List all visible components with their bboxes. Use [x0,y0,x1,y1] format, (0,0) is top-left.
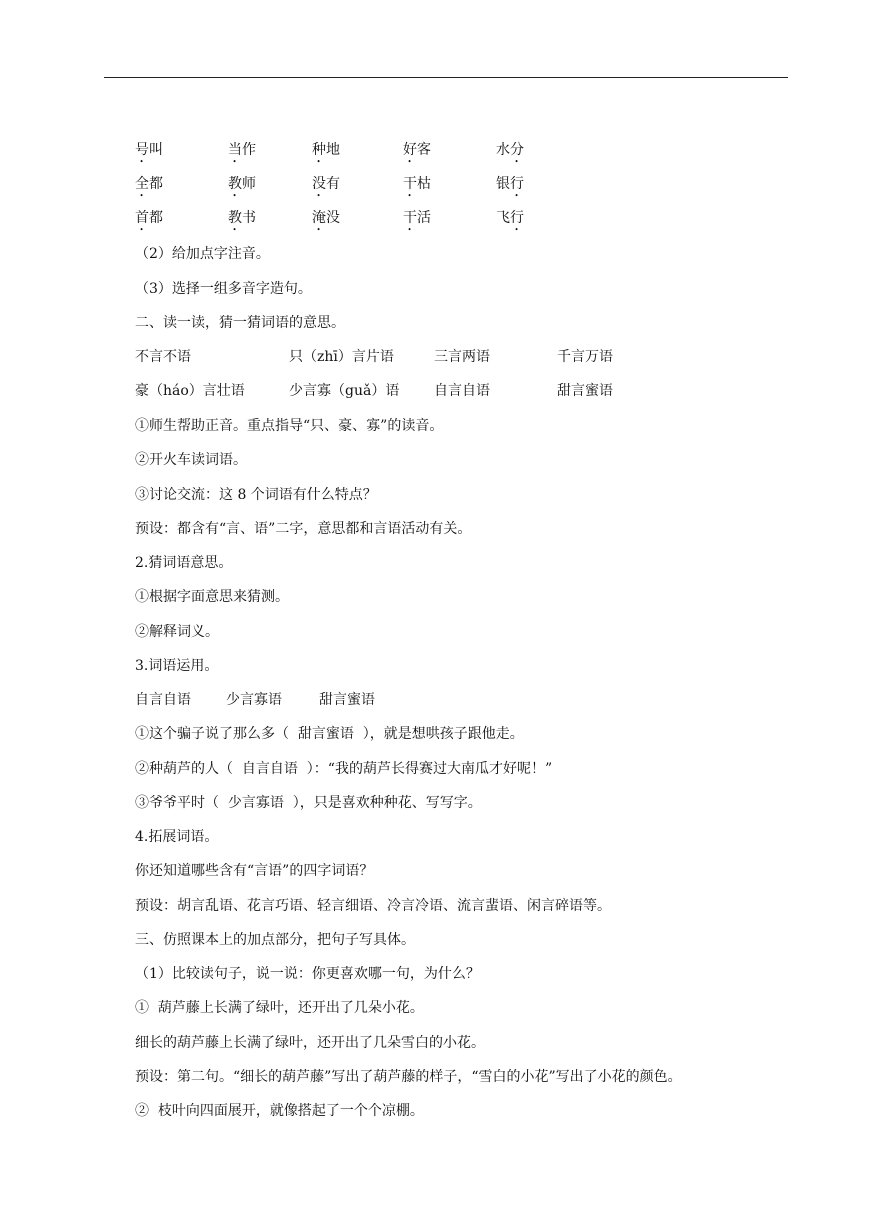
idiom-item: 豪（háo）言壮语 [135,383,245,399]
section-heading: 三、仿照课本上的加点部分，把句子写具体。 [135,932,415,948]
dotted-char: 号 [135,142,149,158]
dotted-char: 干 [403,176,417,192]
dotted-char: 全 [135,176,149,192]
text-line: 预设：都含有“言、语”二字，意思都和言语活动有关。 [135,521,472,537]
text-line: 你还知道哪些含有“言语”的四字词语？ [135,863,374,879]
dotted-char: 教 [228,210,242,226]
table-cell: 当作 [228,142,256,158]
usage-word: 自言自语 [135,692,191,708]
header-rule [104,77,788,78]
idiom-item: 千言万语 [557,349,613,365]
usage-word: 少言寡语 [226,692,282,708]
idiom-item: 少言寡（guǎ）语 [289,383,400,399]
table-cell: 首都 [135,210,163,226]
table-cell: 淹没 [312,210,340,226]
text-line: ②开火车读词语。 [135,452,247,468]
subheading: 4.拓展词语。 [135,829,219,845]
table-cell: 教书 [228,210,256,226]
idiom-item: 甜言蜜语 [557,383,613,399]
idiom-item: 自言自语 [434,383,490,399]
idiom-item: 不言不语 [135,349,191,365]
text-line: ①师生帮助正音。重点指导“只、豪、寡”的读音。 [135,418,444,434]
table-cell: 没有 [312,176,340,192]
table-cell: 教师 [228,176,256,192]
text-line: ①根据字面意思来猜测。 [135,589,289,605]
text-line: ③爷爷平时（ 少言寡语 ），只是喜欢种种花、写写字。 [135,795,482,811]
text-line: 预设：胡言乱语、花言巧语、轻言细语、冷言冷语、流言蜚语、闲言碎语等。 [135,898,611,914]
text-line: 预设：第二句。“细长的葫芦藤”写出了葫芦藤的样子，“雪白的小花”写出了小花的颜色。 [135,1069,682,1085]
table-cell: 水分 [496,142,524,158]
table-cell: 好客 [403,142,431,158]
text-line: （1）比较读句子，说一说：你更喜欢哪一句，为什么？ [135,966,480,982]
table-cell: 全都 [135,176,163,192]
table-cell: 种地 [312,142,340,158]
instruction-line: （2）给加点字注音。 [135,246,270,262]
dotted-char: 好 [403,142,417,158]
table-cell: 干活 [403,210,431,226]
table-cell: 银行 [496,176,524,192]
subheading: 2.猜词语意思。 [135,555,233,571]
table-cell: 干枯 [403,176,431,192]
dotted-char: 首 [135,210,149,226]
instruction-line: （3）选择一组多音字造句。 [135,281,312,297]
dotted-char: 行 [510,210,524,226]
idiom-item: 只（zhī）言片语 [289,349,394,365]
dotted-char: 没 [312,176,326,192]
text-line: ②种葫芦的人（ 自言自语 ）：“我的葫芦长得赛过大南瓜才好呢！” [135,761,553,777]
text-line: ③讨论交流：这 8 个词语有什么特点？ [135,487,377,503]
text-line: ①这个骗子说了那么多（ 甜言蜜语 ），就是想哄孩子跟他走。 [135,726,524,742]
dotted-char: 干 [403,210,417,226]
subheading: 3.词语运用。 [135,658,219,674]
usage-word: 甜言蜜语 [319,692,375,708]
dotted-char: 教 [228,176,242,192]
text-line: 细长的葫芦藤上长满了绿叶，还开出了几朵雪白的小花。 [135,1035,485,1051]
section-heading: 二、读一读，猜一猜词语的意思。 [135,315,345,331]
dotted-char: 行 [510,176,524,192]
dotted-char: 当 [228,142,242,158]
dotted-char: 分 [510,142,524,158]
table-cell: 飞行 [496,210,524,226]
dotted-char: 淹 [312,210,326,226]
text-line: ② 枝叶向四面展开，就像搭起了一个个凉棚。 [135,1103,424,1119]
table-cell: 号叫 [135,142,163,158]
text-line: ① 葫芦藤上长满了绿叶，还开出了几朵小花。 [135,1000,424,1016]
dotted-char: 种 [312,142,326,158]
text-line: ②解释词义。 [135,624,219,640]
idiom-item: 三言两语 [434,349,490,365]
